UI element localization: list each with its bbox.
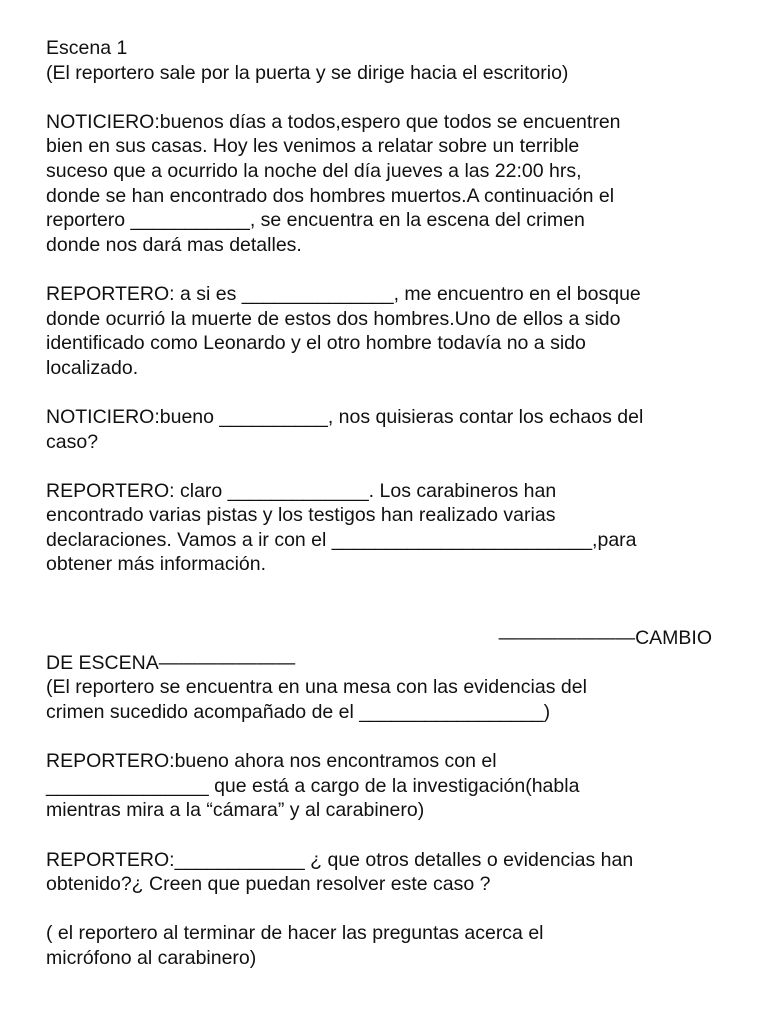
spacer	[46, 897, 726, 922]
spacer	[46, 257, 726, 282]
scene-title: Escena 1	[46, 37, 128, 59]
stage-direction: (El reportero sale por la puerta y se dirige hacia el escritorio)	[46, 61, 569, 84]
text-line: NOTICIERO:buenos días a todos,espero que todos se encuentren	[46, 110, 621, 133]
text-line: donde se han encontrado dos hombres muertos.A continuación el	[46, 184, 615, 207]
text-line: REPORTERO: claro _____________. Los carabineros han	[46, 479, 557, 502]
text-line: encontrado varias pistas y los testigos han realizado varias	[46, 504, 556, 527]
text-line: declaraciones. Vamos a ir con el ________________________,para	[46, 528, 637, 551]
text-line: mientras mira a la “cámara” y al carabinero)	[46, 799, 425, 822]
text-line: identificado como Leonardo y el otro hombre todavía no a sido	[46, 332, 586, 355]
text-line: obtenido?¿ Creen que puedan resolver este caso ?	[46, 873, 491, 896]
text-line: donde ocurrió la muerte de estos dos hombres.Uno de ellos a sido	[46, 307, 621, 330]
text-line: NOTICIERO:bueno __________, nos quisieras contar los echaos del	[46, 405, 644, 428]
text-line: localizado.	[46, 356, 139, 379]
text-line: bien en sus casas. Hoy les venimos a relatar sobre un terrible	[46, 135, 580, 158]
text-line: REPORTERO:bueno ahora nos encontramos con el	[46, 750, 497, 773]
scene-change-heading-cont: DE ESCENA———————	[46, 651, 296, 674]
spacer	[46, 85, 726, 110]
text-line: caso?	[46, 430, 99, 453]
spacer	[46, 725, 726, 750]
stage-direction: micrófono al carabinero)	[46, 946, 257, 969]
spacer	[46, 454, 726, 479]
text-line: _______________ que está a cargo de la investigación(habla	[46, 774, 580, 797]
text-line: REPORTERO:____________ ¿ que otros detalles o evidencias han	[46, 848, 634, 871]
text-line: suceso que a ocurrido la noche del día jueves a las 22:00 hrs,	[46, 159, 582, 182]
spacer	[46, 602, 726, 627]
stage-direction: ( el reportero al terminar de hacer las preguntas acerca el	[46, 922, 544, 945]
spacer	[46, 577, 726, 602]
document-body	[46, 36, 726, 971]
scene-change-heading: ———————CAMBIO	[498, 627, 712, 650]
stage-direction: (El reportero se encuentra en una mesa con las evidencias del	[46, 676, 587, 699]
spacer	[46, 823, 726, 848]
spacer	[46, 380, 726, 405]
text-line: donde nos dará mas detalles.	[46, 233, 302, 256]
text-line: obtener más información.	[46, 553, 267, 576]
stage-direction: crimen sucedido acompañado de el _________________)	[46, 701, 551, 724]
text-line: REPORTERO: a si es ______________, me encuentro en el bosque	[46, 282, 641, 305]
text-line: reportero ___________, se encuentra en la escena del crimen	[46, 209, 585, 232]
